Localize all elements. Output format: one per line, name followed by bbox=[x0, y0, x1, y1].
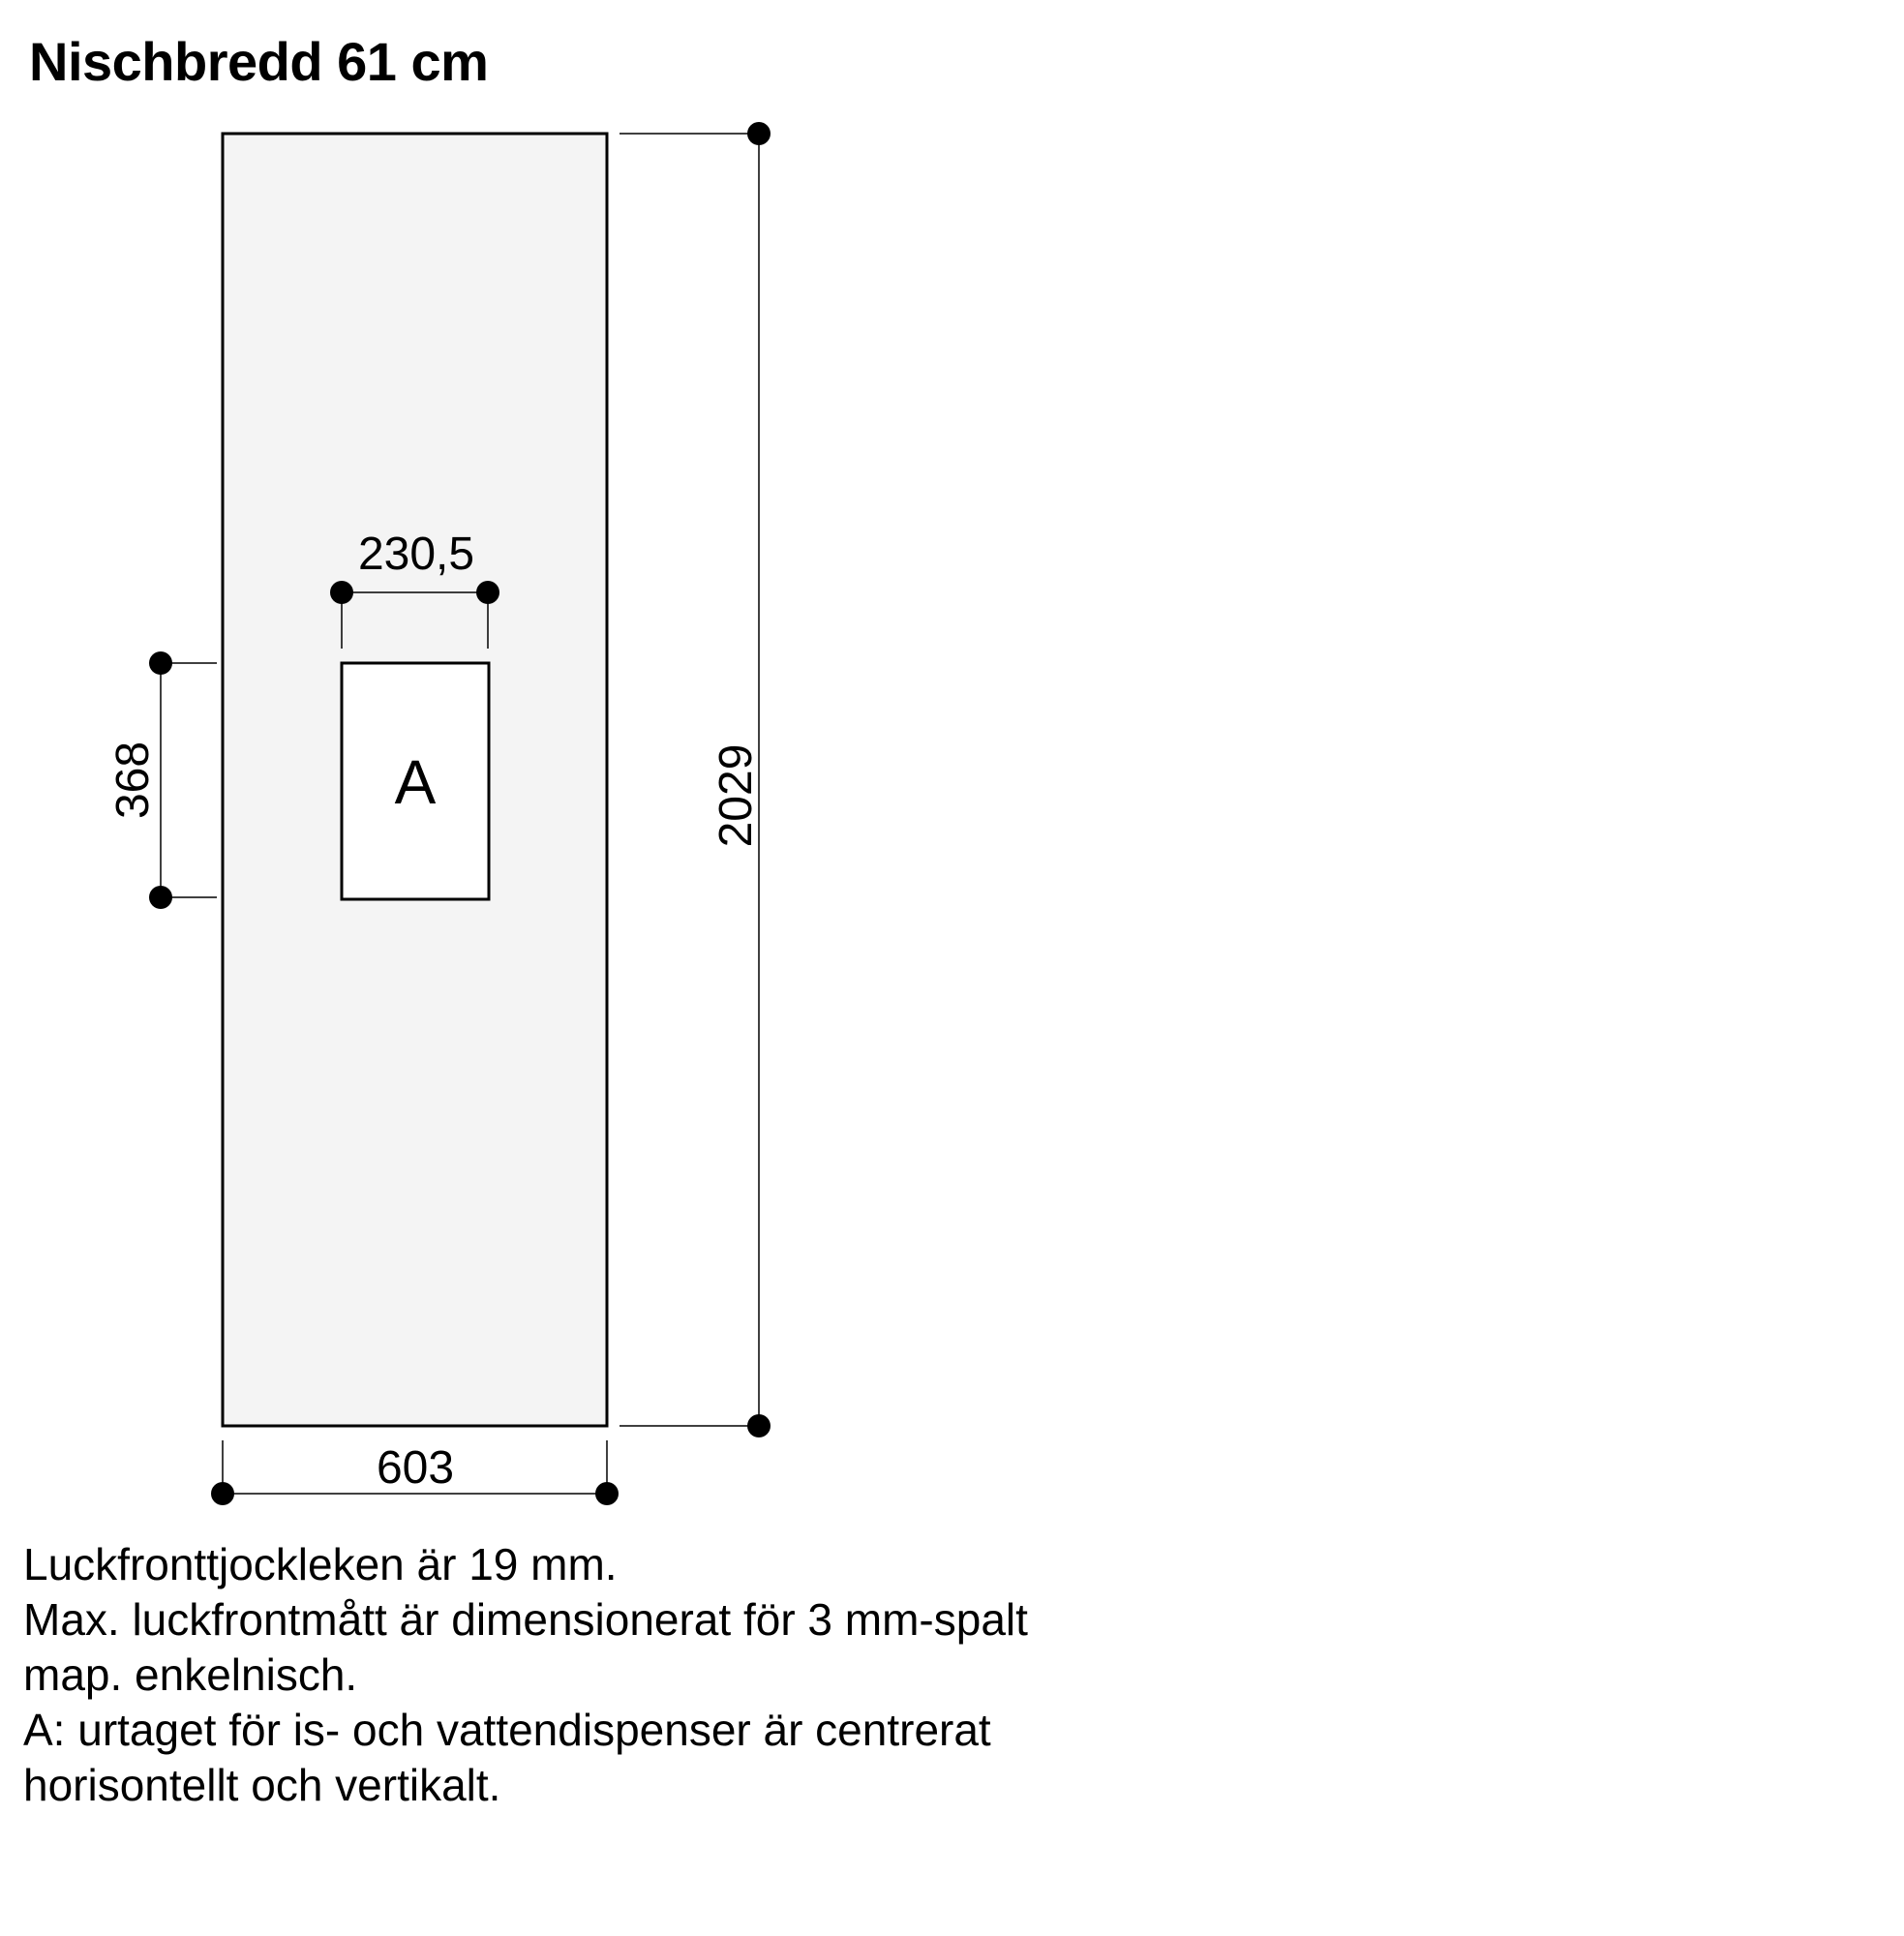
note-line: Luckfronttjockleken är 19 mm. bbox=[23, 1539, 618, 1589]
note-line: Max. luckfrontmått är dimensionerat för 3 mm-spalt bbox=[23, 1594, 1028, 1645]
note-line: A: urtaget för is- och vattendispenser är centrerat bbox=[23, 1705, 991, 1755]
dimension-dot bbox=[747, 1414, 771, 1437]
cutout-label: A bbox=[394, 747, 437, 817]
cutout-height-label: 368 bbox=[107, 741, 159, 820]
panel-width-dimension bbox=[211, 1440, 619, 1505]
note-line: horisontellt och vertikalt. bbox=[23, 1760, 501, 1810]
cutout-height-dimension bbox=[107, 651, 217, 909]
dimension-dot bbox=[149, 886, 172, 909]
panel-width-label: 603 bbox=[376, 1442, 455, 1494]
dimension-dot bbox=[211, 1482, 234, 1505]
panel-height-dimension bbox=[620, 122, 771, 1437]
panel-height-label: 2029 bbox=[710, 743, 762, 848]
dimension-dot bbox=[330, 581, 353, 604]
cutout-width-label: 230,5 bbox=[357, 529, 475, 580]
dimension-dot bbox=[595, 1482, 619, 1505]
notes-block bbox=[23, 1537, 1028, 1813]
dimension-dot bbox=[476, 581, 499, 604]
dimension-dot bbox=[747, 122, 771, 145]
dimension-dot bbox=[149, 651, 172, 675]
note-line: map. enkelnisch. bbox=[23, 1649, 358, 1700]
page-title: Nischbredd 61 cm bbox=[29, 31, 489, 92]
